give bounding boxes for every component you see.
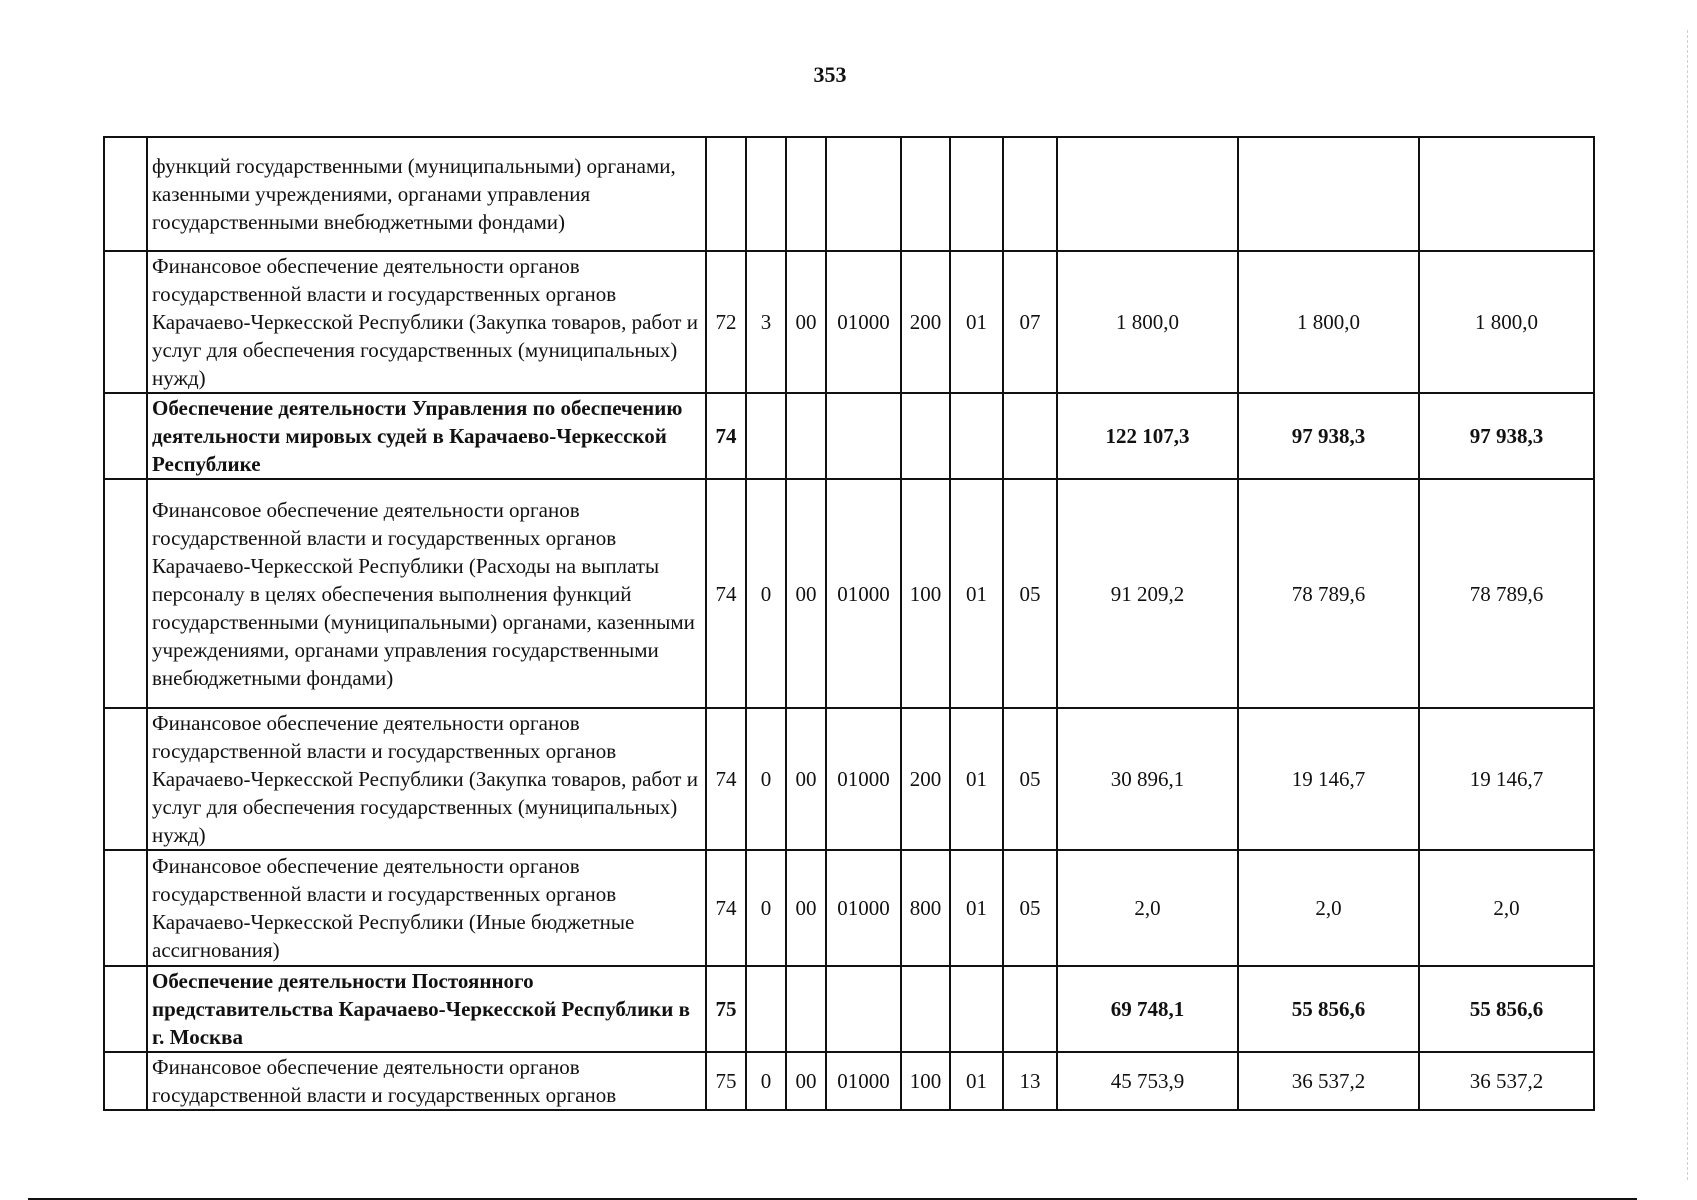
code-cell-c6: 01 [950, 479, 1003, 708]
code-cell-c7: 05 [1003, 479, 1057, 708]
row-number-cell [104, 966, 147, 1052]
code-cell-c4 [826, 393, 901, 479]
amount-cell-v3: 19 146,7 [1419, 708, 1594, 850]
code-cell-c2: 3 [746, 251, 786, 393]
code-cell-c5 [901, 137, 950, 251]
amount-cell-v1: 45 753,9 [1057, 1052, 1238, 1110]
code-cell-c2: 0 [746, 708, 786, 850]
row-number-cell [104, 393, 147, 479]
row-number-cell [104, 479, 147, 708]
row-number-cell [104, 708, 147, 850]
amount-cell-v2: 19 146,7 [1238, 708, 1419, 850]
amount-cell-v3: 2,0 [1419, 850, 1594, 966]
code-cell-c3: 00 [786, 479, 826, 708]
code-cell-c6: 01 [950, 850, 1003, 966]
code-cell-c6 [950, 393, 1003, 479]
code-cell-c6 [950, 137, 1003, 251]
code-cell-c5: 800 [901, 850, 950, 966]
code-cell-c7: 07 [1003, 251, 1057, 393]
code-cell-c1: 75 [706, 966, 746, 1052]
table-row [104, 479, 1594, 708]
code-cell-c3: 00 [786, 850, 826, 966]
code-cell-c3: 00 [786, 708, 826, 850]
amount-cell-v3: 36 537,2 [1419, 1052, 1594, 1110]
code-cell-c5 [901, 966, 950, 1052]
code-cell-c1 [706, 137, 746, 251]
code-cell-c1: 74 [706, 708, 746, 850]
code-cell-c5: 100 [901, 1052, 950, 1110]
amount-cell-v1: 30 896,1 [1057, 708, 1238, 850]
code-cell-c3 [786, 393, 826, 479]
amount-cell-v3: 97 938,3 [1419, 393, 1594, 479]
row-number-cell [104, 850, 147, 966]
table-row [104, 1052, 1594, 1110]
code-cell-c1: 74 [706, 393, 746, 479]
code-cell-c4 [826, 966, 901, 1052]
amount-cell-v2: 78 789,6 [1238, 479, 1419, 708]
code-cell-c7: 05 [1003, 850, 1057, 966]
code-cell-c1: 75 [706, 1052, 746, 1110]
code-cell-c2 [746, 137, 786, 251]
amount-cell-v1: 1 800,0 [1057, 251, 1238, 393]
amount-cell-v2: 36 537,2 [1238, 1052, 1419, 1110]
code-cell-c6 [950, 966, 1003, 1052]
amount-cell-v2: 55 856,6 [1238, 966, 1419, 1052]
table-row [104, 393, 1594, 479]
code-cell-c5: 200 [901, 251, 950, 393]
code-cell-c5 [901, 393, 950, 479]
table-row [104, 850, 1594, 966]
code-cell-c1: 74 [706, 850, 746, 966]
row-number-cell [104, 1052, 147, 1110]
amount-cell-v1: 122 107,3 [1057, 393, 1238, 479]
description-cell: Финансовое обеспечение деятельности органов государственной власти и государственных органов Карачаево-Черкесской Республики (Расходы на выплаты персоналу в целях обеспечения выполнения функций государственными (муниципальными) органами, казенными учреждениями, органами управления государственными внебюджетными фондами) [147, 479, 706, 708]
amount-cell-v2 [1238, 137, 1419, 251]
code-cell-c3 [786, 137, 826, 251]
table-row [104, 137, 1594, 251]
description-cell: Финансовое обеспечение деятельности органов государственной власти и государственных органов Карачаево-Черкесской Республики (Закупка товаров, работ и услуг для обеспечения государственных (муниципальных) нужд) [147, 251, 706, 393]
code-cell-c3: 00 [786, 251, 826, 393]
code-cell-c2: 0 [746, 1052, 786, 1110]
amount-cell-v1: 91 209,2 [1057, 479, 1238, 708]
code-cell-c2: 0 [746, 850, 786, 966]
amount-cell-v3 [1419, 137, 1594, 251]
description-cell: Обеспечение деятельности Управления по обеспечению деятельности мировых судей в Карачаево-Черкесской Республике [147, 393, 706, 479]
code-cell-c7: 05 [1003, 708, 1057, 850]
code-cell-c1: 72 [706, 251, 746, 393]
amount-cell-v1: 2,0 [1057, 850, 1238, 966]
amount-cell-v3: 55 856,6 [1419, 966, 1594, 1052]
code-cell-c3: 00 [786, 1052, 826, 1110]
amount-cell-v1 [1057, 137, 1238, 251]
row-number-cell [104, 137, 147, 251]
description-cell: Финансовое обеспечение деятельности органов государственной власти и государственных органов [147, 1052, 706, 1110]
code-cell-c4: 01000 [826, 251, 901, 393]
table-row [104, 708, 1594, 850]
code-cell-c7 [1003, 137, 1057, 251]
code-cell-c4: 01000 [826, 708, 901, 850]
amount-cell-v1: 69 748,1 [1057, 966, 1238, 1052]
amount-cell-v3: 1 800,0 [1419, 251, 1594, 393]
row-number-cell [104, 251, 147, 393]
code-cell-c6: 01 [950, 708, 1003, 850]
description-cell: Обеспечение деятельности Постоянного представительства Карачаево-Черкесской Республики в г. Москва [147, 966, 706, 1052]
code-cell-c1: 74 [706, 479, 746, 708]
description-cell: Финансовое обеспечение деятельности органов государственной власти и государственных органов Карачаево-Черкесской Республики (Закупка товаров, работ и услуг для обеспечения государственных (муниципальных) нужд) [147, 708, 706, 850]
code-cell-c4: 01000 [826, 479, 901, 708]
code-cell-c2: 0 [746, 479, 786, 708]
page-number: 353 [813, 62, 847, 87]
code-cell-c7: 13 [1003, 1052, 1057, 1110]
description-cell: Финансовое обеспечение деятельности органов государственной власти и государственных органов Карачаево-Черкесской Республики (Иные бюджетные ассигнования) [147, 850, 706, 966]
code-cell-c6: 01 [950, 251, 1003, 393]
amount-cell-v2: 97 938,3 [1238, 393, 1419, 479]
code-cell-c2 [746, 393, 786, 479]
code-cell-c6: 01 [950, 1052, 1003, 1110]
table-row [104, 251, 1594, 393]
code-cell-c4 [826, 137, 901, 251]
table-row [104, 966, 1594, 1052]
budget-table [103, 136, 1595, 1111]
amount-cell-v2: 2,0 [1238, 850, 1419, 966]
amount-cell-v3: 78 789,6 [1419, 479, 1594, 708]
code-cell-c5: 200 [901, 708, 950, 850]
table-body [104, 137, 1594, 1110]
description-cell: функций государственными (муниципальными) органами, казенными учреждениями, органами управления государственными внебюджетными фондами) [147, 137, 706, 251]
code-cell-c3 [786, 966, 826, 1052]
code-cell-c2 [746, 966, 786, 1052]
scan-edge-line [1687, 30, 1689, 1180]
amount-cell-v2: 1 800,0 [1238, 251, 1419, 393]
code-cell-c4: 01000 [826, 850, 901, 966]
code-cell-c7 [1003, 393, 1057, 479]
code-cell-c4: 01000 [826, 1052, 901, 1110]
code-cell-c7 [1003, 966, 1057, 1052]
code-cell-c5: 100 [901, 479, 950, 708]
